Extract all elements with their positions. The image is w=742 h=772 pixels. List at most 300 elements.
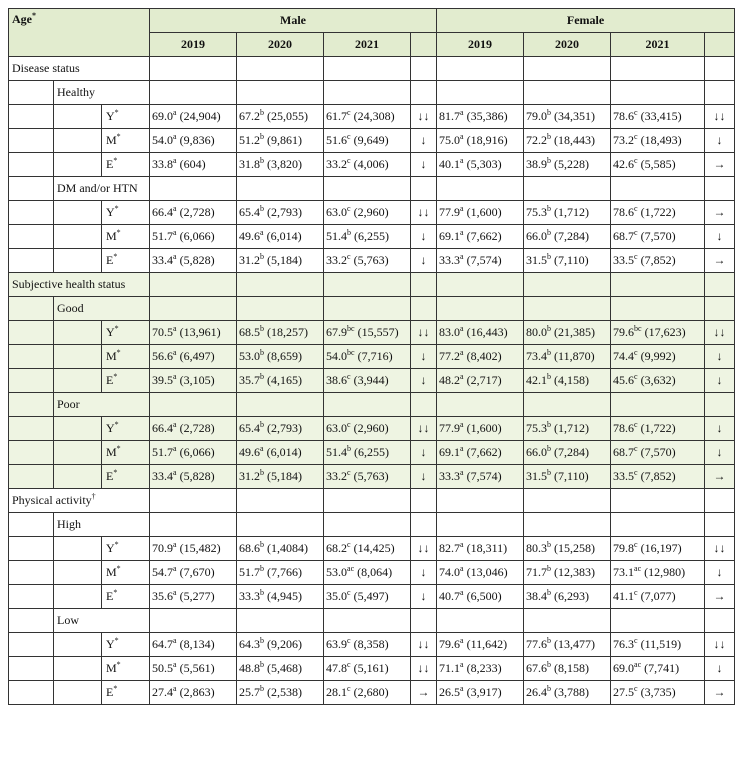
significance-letter: a <box>173 684 177 693</box>
age-code-text: M <box>106 229 117 243</box>
empty-cell <box>437 81 524 105</box>
table-row <box>9 225 735 249</box>
male-value-cell <box>237 369 324 393</box>
significance-letter: b <box>547 420 552 429</box>
significance-letter: a <box>173 108 177 117</box>
table-row <box>9 585 735 609</box>
female-value-cell <box>437 417 524 441</box>
section-row <box>9 273 735 297</box>
significance-letter: a <box>173 324 177 333</box>
indent-cell <box>9 177 54 201</box>
age-code-text: M <box>106 661 117 675</box>
female-trend-arrow: → <box>705 153 735 177</box>
significance-letter: a <box>173 540 177 549</box>
footnote-mark: * <box>113 684 118 693</box>
indent-cell <box>9 153 54 177</box>
count-value: (2,717) <box>466 373 502 387</box>
percent-value: 51.4 <box>326 445 348 459</box>
significance-letter: b <box>547 156 552 165</box>
percent-value: 33.3 <box>239 589 261 603</box>
percent-value: 33.5 <box>613 469 635 483</box>
significance-letter: b <box>260 372 265 381</box>
female-trend-arrow: ↓ <box>705 345 735 369</box>
count-value: (6,066) <box>179 229 215 243</box>
male-trend-arrow: ↓ <box>411 345 437 369</box>
table-row <box>9 537 735 561</box>
empty-cell <box>411 177 437 201</box>
empty-cell <box>150 273 237 297</box>
percent-value: 69.0 <box>613 661 635 675</box>
count-value: (4,165) <box>267 373 303 387</box>
indent-cell <box>9 249 54 273</box>
indent-cell <box>54 441 102 465</box>
footnote-mark: * <box>113 372 118 381</box>
count-value: (1,712) <box>554 205 590 219</box>
female-trend-arrow: ↓ <box>705 129 735 153</box>
female-value-cell <box>611 369 705 393</box>
percent-value: 33.2 <box>326 253 348 267</box>
male-value-cell <box>237 561 324 585</box>
male-trend-arrow: ↓↓ <box>411 105 437 129</box>
age-code-text: E <box>106 685 114 699</box>
footnote-mark: * <box>114 324 119 333</box>
percent-value: 77.9 <box>439 421 461 435</box>
empty-cell <box>150 393 237 417</box>
count-value: (6,255) <box>354 445 390 459</box>
percent-value: 68.7 <box>613 445 635 459</box>
age-code <box>102 225 150 249</box>
empty-cell <box>324 177 411 201</box>
count-value: (2,538) <box>267 685 303 699</box>
significance-letter: c <box>347 252 351 261</box>
percent-value: 42.6 <box>613 157 635 171</box>
female-value-cell <box>524 465 611 489</box>
male-value-cell <box>150 585 237 609</box>
significance-letter: c <box>347 588 351 597</box>
indent-cell <box>9 225 54 249</box>
percent-value: 47.8 <box>326 661 348 675</box>
footnote-mark: * <box>114 204 119 213</box>
percent-value: 78.6 <box>613 421 635 435</box>
percent-value: 41.1 <box>613 589 635 603</box>
footnote-mark: * <box>113 252 118 261</box>
count-value: (1,600) <box>466 421 502 435</box>
significance-letter: b <box>260 348 265 357</box>
table-row <box>9 417 735 441</box>
count-value: (2,728) <box>179 205 215 219</box>
percent-value: 64.7 <box>152 637 174 651</box>
empty-cell <box>611 297 705 321</box>
count-value: (8,402) <box>466 349 502 363</box>
significance-letter: a <box>460 684 464 693</box>
male-value-cell <box>324 585 411 609</box>
age-code <box>102 153 150 177</box>
count-value: (16,443) <box>466 325 508 339</box>
empty-cell <box>324 81 411 105</box>
female-value-cell <box>611 321 705 345</box>
count-value: (2,793) <box>267 421 303 435</box>
significance-letter: a <box>460 348 464 357</box>
significance-letter: a <box>460 132 464 141</box>
percent-value: 40.1 <box>439 157 461 171</box>
count-value: (8,158) <box>554 661 590 675</box>
percent-value: 75.0 <box>439 133 461 147</box>
significance-letter: a <box>460 588 464 597</box>
male-trend-arrow: ↓ <box>411 153 437 177</box>
percent-value: 63.0 <box>326 421 348 435</box>
footnote-mark: † <box>91 492 96 501</box>
significance-letter: a <box>173 468 177 477</box>
indent-cell <box>9 201 54 225</box>
female-value-cell <box>611 537 705 561</box>
male-trend-arrow: ↓ <box>411 561 437 585</box>
male-value-cell <box>150 465 237 489</box>
indent-cell <box>54 369 102 393</box>
significance-letter: a <box>460 324 464 333</box>
count-value: (7,716) <box>357 349 393 363</box>
significance-letter: c <box>634 132 638 141</box>
significance-letter: c <box>634 540 638 549</box>
significance-letter: a <box>173 660 177 669</box>
data-table <box>8 8 735 705</box>
percent-value: 80.0 <box>526 325 548 339</box>
count-value: (13,961) <box>179 325 221 339</box>
age-code <box>102 633 150 657</box>
percent-value: 79.8 <box>613 541 635 555</box>
significance-letter: bc <box>347 324 355 333</box>
count-value: (9,836) <box>179 133 215 147</box>
indent-cell <box>9 81 54 105</box>
count-value: (5,497) <box>353 589 389 603</box>
significance-letter: b <box>347 228 352 237</box>
significance-letter: a <box>173 348 177 357</box>
count-value: (7,574) <box>466 469 502 483</box>
table-body <box>9 57 735 705</box>
age-code <box>102 129 150 153</box>
male-value-cell <box>237 225 324 249</box>
percent-value: 28.1 <box>326 685 348 699</box>
percent-value: 79.0 <box>526 109 548 123</box>
count-value: (7,662) <box>466 229 502 243</box>
percent-value: 49.6 <box>239 445 261 459</box>
percent-value: 67.2 <box>239 109 261 123</box>
age-code <box>102 585 150 609</box>
empty-cell <box>524 297 611 321</box>
female-value-cell <box>437 345 524 369</box>
percent-value: 42.1 <box>526 373 548 387</box>
male-value-cell <box>324 633 411 657</box>
count-value: (15,557) <box>357 325 399 339</box>
percent-value: 82.7 <box>439 541 461 555</box>
percent-value: 71.7 <box>526 565 548 579</box>
indent-cell <box>9 465 54 489</box>
indent-cell <box>9 393 54 417</box>
indent-cell <box>9 321 54 345</box>
percent-value: 38.9 <box>526 157 548 171</box>
female-value-cell <box>524 345 611 369</box>
male-value-cell <box>237 201 324 225</box>
count-value: (7,284) <box>554 229 590 243</box>
empty-cell <box>237 513 324 537</box>
age-code <box>102 681 150 705</box>
significance-letter: a <box>173 132 177 141</box>
empty-cell <box>324 297 411 321</box>
significance-letter: a <box>260 228 264 237</box>
female-header: Female <box>437 9 735 33</box>
count-value: (2,680) <box>353 685 389 699</box>
significance-letter: b <box>260 420 265 429</box>
count-value: (7,852) <box>640 469 676 483</box>
female-trend-arrow: ↓↓ <box>705 633 735 657</box>
male-trend-arrow: ↓↓ <box>411 321 437 345</box>
percent-value: 31.5 <box>526 253 548 267</box>
percent-value: 49.6 <box>239 229 261 243</box>
significance-letter: ac <box>634 660 642 669</box>
age-code <box>102 345 150 369</box>
empty-cell <box>705 273 735 297</box>
significance-letter: a <box>460 468 464 477</box>
significance-letter: c <box>634 420 638 429</box>
significance-letter: a <box>460 228 464 237</box>
section-label <box>9 273 150 297</box>
female-value-cell <box>524 129 611 153</box>
percent-value: 76.3 <box>613 637 635 651</box>
count-value: (7,670) <box>179 565 215 579</box>
percent-value: 73.2 <box>613 133 635 147</box>
female-trend-arrow: ↓↓ <box>705 105 735 129</box>
percent-value: 63.0 <box>326 205 348 219</box>
percent-value: 51.7 <box>239 565 261 579</box>
percent-value: 81.7 <box>439 109 461 123</box>
empty-cell <box>237 609 324 633</box>
significance-letter: b <box>260 156 265 165</box>
empty-cell <box>237 81 324 105</box>
empty-cell <box>524 489 611 513</box>
count-value: (6,255) <box>354 229 390 243</box>
female-value-cell <box>524 201 611 225</box>
count-value: (7,570) <box>640 445 676 459</box>
male-value-cell <box>150 681 237 705</box>
count-value: (5,303) <box>466 157 502 171</box>
male-value-cell <box>324 417 411 441</box>
empty-cell <box>611 273 705 297</box>
age-code <box>102 369 150 393</box>
significance-letter: b <box>547 372 552 381</box>
count-value: (2,960) <box>353 421 389 435</box>
female-value-cell <box>524 225 611 249</box>
count-value: (18,311) <box>466 541 508 555</box>
percent-value: 77.9 <box>439 205 461 219</box>
count-value: (8,134) <box>179 637 215 651</box>
percent-value: 83.0 <box>439 325 461 339</box>
female-value-cell <box>611 249 705 273</box>
percent-value: 31.2 <box>239 253 261 267</box>
significance-letter: c <box>347 660 351 669</box>
male-trend-arrow: ↓↓ <box>411 201 437 225</box>
significance-letter: b <box>547 108 552 117</box>
female-trend-arrow: ↓ <box>705 657 735 681</box>
female-value-cell <box>611 345 705 369</box>
female-value-cell <box>437 105 524 129</box>
significance-letter: b <box>547 132 552 141</box>
count-value: (24,308) <box>353 109 395 123</box>
indent-cell <box>9 129 54 153</box>
indent-cell <box>54 657 102 681</box>
indent-cell <box>54 153 102 177</box>
age-code-text: E <box>106 157 114 171</box>
female-trend-arrow: ↓↓ <box>705 321 735 345</box>
table-row <box>9 441 735 465</box>
age-code-text: M <box>106 445 117 459</box>
male-value-cell <box>150 441 237 465</box>
age-header: Age* <box>9 9 150 57</box>
significance-letter: a <box>460 420 464 429</box>
significance-letter: a <box>173 636 177 645</box>
percent-value: 38.6 <box>326 373 348 387</box>
female-value-cell <box>524 417 611 441</box>
subgroup-label: Poor <box>54 393 150 417</box>
count-value: (8,659) <box>267 349 303 363</box>
count-value: (11,642) <box>466 637 508 651</box>
significance-letter: a <box>460 444 464 453</box>
count-value: (4,158) <box>554 373 590 387</box>
count-value: (24,904) <box>179 109 221 123</box>
count-value: (5,161) <box>353 661 389 675</box>
empty-cell <box>705 609 735 633</box>
count-value: (11,870) <box>554 349 595 363</box>
count-value: (8,358) <box>353 637 389 651</box>
empty-cell <box>237 57 324 81</box>
count-value: (5,468) <box>267 661 303 675</box>
count-value: (9,992) <box>640 349 676 363</box>
empty-cell <box>150 81 237 105</box>
count-value: (9,649) <box>353 133 389 147</box>
count-value: (33,415) <box>640 109 682 123</box>
age-code-text: Y <box>106 109 115 123</box>
section-label <box>9 57 150 81</box>
percent-value: 31.5 <box>526 469 548 483</box>
percent-value: 78.6 <box>613 109 635 123</box>
empty-cell <box>237 177 324 201</box>
table-row <box>9 105 735 129</box>
percent-value: 71.1 <box>439 661 461 675</box>
empty-cell <box>437 393 524 417</box>
footnote-mark: * <box>113 588 118 597</box>
subgroup-row <box>9 297 735 321</box>
male-value-cell <box>150 129 237 153</box>
female-trend-arrow: ↓ <box>705 561 735 585</box>
subgroup-row <box>9 609 735 633</box>
male-value-cell <box>324 561 411 585</box>
male-value-cell <box>150 561 237 585</box>
count-value: (5,561) <box>179 661 215 675</box>
male-year-header: 2020 <box>237 33 324 57</box>
percent-value: 48.2 <box>439 373 461 387</box>
empty-cell <box>237 273 324 297</box>
female-value-cell <box>524 681 611 705</box>
table-row <box>9 681 735 705</box>
empty-cell <box>437 177 524 201</box>
empty-cell <box>611 609 705 633</box>
count-value: (1,722) <box>640 205 676 219</box>
percent-value: 61.7 <box>326 109 348 123</box>
count-value: (15,482) <box>179 541 221 555</box>
count-value: (3,735) <box>640 685 676 699</box>
significance-letter: a <box>460 372 464 381</box>
footnote-mark: * <box>114 540 119 549</box>
count-value: (6,293) <box>554 589 590 603</box>
indent-cell <box>9 537 54 561</box>
significance-letter: c <box>347 108 351 117</box>
male-year-header: 2019 <box>150 33 237 57</box>
female-trend-arrow: → <box>705 465 735 489</box>
male-value-cell <box>237 345 324 369</box>
empty-cell <box>705 81 735 105</box>
significance-letter: b <box>260 660 265 669</box>
empty-cell <box>524 609 611 633</box>
significance-letter: c <box>347 540 351 549</box>
male-value-cell <box>150 105 237 129</box>
significance-letter: b <box>260 588 265 597</box>
percent-value: 68.2 <box>326 541 348 555</box>
count-value: (2,960) <box>353 205 389 219</box>
age-code-text: M <box>106 565 117 579</box>
empty-cell <box>324 513 411 537</box>
empty-cell <box>411 393 437 417</box>
indent-cell <box>9 105 54 129</box>
table-row <box>9 561 735 585</box>
female-value-cell <box>437 321 524 345</box>
empty-cell <box>437 513 524 537</box>
empty-cell <box>437 273 524 297</box>
percent-value: 69.0 <box>152 109 174 123</box>
female-value-cell <box>437 441 524 465</box>
percent-value: 66.4 <box>152 421 174 435</box>
empty-cell <box>611 489 705 513</box>
significance-letter: c <box>347 156 351 165</box>
percent-value: 70.5 <box>152 325 174 339</box>
empty-cell <box>611 57 705 81</box>
count-value: (7,110) <box>554 253 589 267</box>
age-code-text: E <box>106 373 114 387</box>
female-trend-arrow: ↓ <box>705 225 735 249</box>
table-row <box>9 345 735 369</box>
significance-letter: a <box>173 252 177 261</box>
count-value: (9,206) <box>267 637 303 651</box>
female-value-cell <box>524 633 611 657</box>
percent-value: 33.4 <box>152 469 174 483</box>
significance-letter: bc <box>634 324 642 333</box>
percent-value: 73.4 <box>526 349 548 363</box>
count-value: (16,197) <box>640 541 682 555</box>
percent-value: 27.5 <box>613 685 635 699</box>
count-value: (7,077) <box>640 589 676 603</box>
section-row <box>9 57 735 81</box>
female-trend-arrow: ↓ <box>705 369 735 393</box>
count-value: (3,917) <box>466 685 502 699</box>
significance-letter: b <box>260 564 265 573</box>
empty-cell <box>705 57 735 81</box>
percent-value: 25.7 <box>239 685 261 699</box>
male-value-cell <box>237 417 324 441</box>
female-value-cell <box>437 465 524 489</box>
significance-letter: b <box>547 636 552 645</box>
female-value-cell <box>437 153 524 177</box>
age-code <box>102 105 150 129</box>
count-value: (5,184) <box>267 469 303 483</box>
indent-cell <box>9 609 54 633</box>
male-value-cell <box>150 321 237 345</box>
